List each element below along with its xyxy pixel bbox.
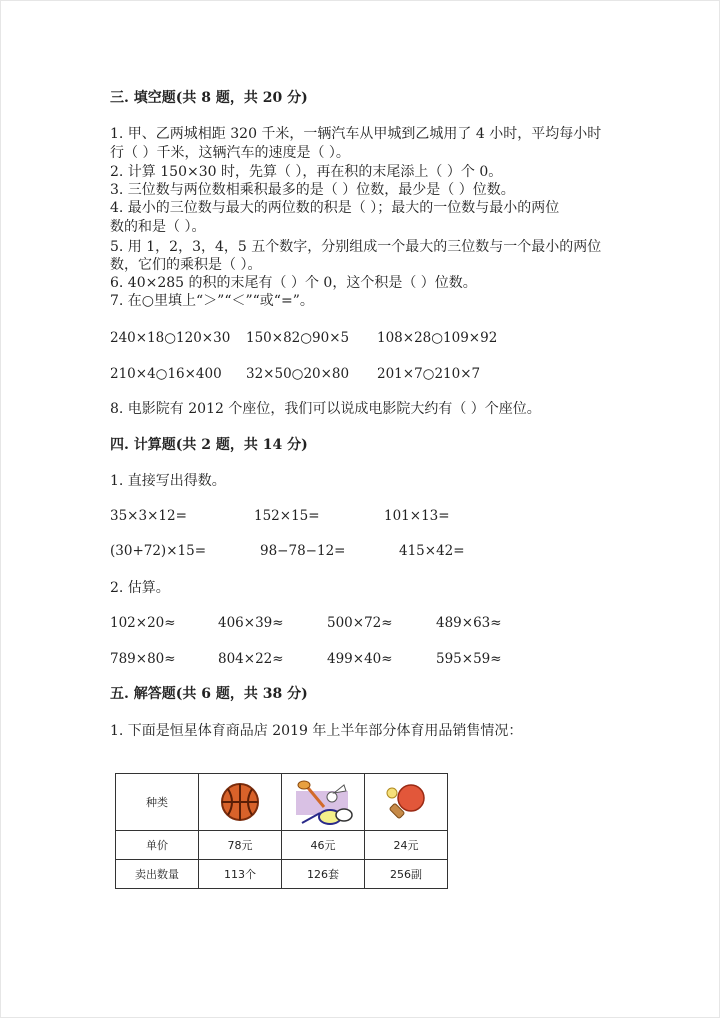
price-cell: 46元 (282, 831, 365, 860)
table-cell (282, 774, 365, 831)
question-3-7: 7. 在○里填上“＞”“＜”“或“=”。 (110, 293, 314, 309)
ping-pong-icon (383, 784, 429, 820)
compare-item: 240×18○120×30 (110, 330, 231, 346)
estimate-item: 102×20≈ (110, 615, 176, 631)
price-cell: 24元 (365, 831, 448, 860)
table-row (116, 860, 448, 889)
price-label: 单价 (116, 831, 199, 860)
sold-cell: 256副 (365, 860, 448, 889)
question-3-6: 6. 40×285 的积的末尾有（ ）个 0，这个积是（ ）位数。 (110, 275, 477, 291)
estimate-item: 500×72≈ (327, 615, 393, 631)
estimate-item: 489×63≈ (436, 615, 502, 631)
section-4-heading: 四. 计算题(共 2 题，共 14 分) (110, 437, 308, 453)
question-4-1: 1. 直接写出得数。 (110, 473, 226, 489)
calc-item: (30+72)×15= (110, 543, 207, 559)
compare-item: 210×4○16×400 (110, 366, 222, 382)
question-5-1: 1. 下面是恒星体育商品店 2019 年上半年部分体育用品销售情况： (110, 723, 523, 739)
estimate-item: 804×22≈ (218, 651, 284, 667)
compare-item: 150×82○90×5 (246, 330, 350, 346)
question-4-2: 2. 估算。 (110, 580, 170, 596)
price-cell: 78元 (199, 831, 282, 860)
sold-label: 卖出数量 (116, 860, 199, 889)
sales-table (115, 773, 448, 889)
question-3-4-line2: 数的和是（ ）。 (110, 219, 206, 235)
section-5-heading: 五. 解答题(共 6 题，共 38 分) (110, 686, 308, 702)
table-row (116, 774, 448, 831)
calc-item: 98−78−12= (260, 543, 346, 559)
section-3-heading: 三. 填空题(共 8 题，共 20 分) (110, 90, 308, 106)
calc-item: 415×42= (399, 543, 465, 559)
question-3-1-line1: 1. 甲、乙两城相距 320 千米，一辆汽车从甲城到乙城用了 4 小时，平均每小时 (110, 126, 602, 142)
estimate-item: 789×80≈ (110, 651, 176, 667)
table-cell (365, 774, 448, 831)
calc-item: 101×13= (384, 508, 450, 524)
calc-item: 152×15= (254, 508, 320, 524)
question-3-1-line2: 行（ ）千米，这辆汽车的速度是（ ）。 (110, 145, 350, 161)
question-3-4-line1: 4. 最小的三位数与最大的两位数的积是（ ）；最大的一位数与最小的两位 (110, 200, 560, 216)
sold-cell: 113个 (199, 860, 282, 889)
question-3-8: 8. 电影院有 2012 个座位，我们可以说成电影院大约有（ ）个座位。 (110, 401, 541, 417)
basketball-icon (219, 781, 261, 823)
question-3-3: 3. 三位数与两位数相乘积最多的是（ ）位数，最少是（ ）位数。 (110, 182, 515, 198)
sold-cell: 126套 (282, 860, 365, 889)
badminton-icon (290, 777, 356, 827)
calc-item: 35×3×12= (110, 508, 187, 524)
question-3-2: 2. 计算 150×30 时，先算（ ），再在积的末尾添上（ ）个 0。 (110, 164, 503, 180)
compare-item: 201×7○210×7 (377, 366, 481, 382)
estimate-item: 406×39≈ (218, 615, 284, 631)
compare-item: 108×28○109×92 (377, 330, 498, 346)
table-header-label: 种类 (116, 774, 199, 831)
question-3-5-line1: 5. 用 1，2，3，4，5 五个数字，分别组成一个最大的三位数与一个最小的两位 (110, 239, 602, 255)
table-row (116, 831, 448, 860)
estimate-item: 499×40≈ (327, 651, 393, 667)
question-3-5-line2: 数，它们的乘积是（ ）。 (110, 257, 262, 273)
compare-item: 32×50○20×80 (246, 366, 350, 382)
table-cell (199, 774, 282, 831)
estimate-item: 595×59≈ (436, 651, 502, 667)
